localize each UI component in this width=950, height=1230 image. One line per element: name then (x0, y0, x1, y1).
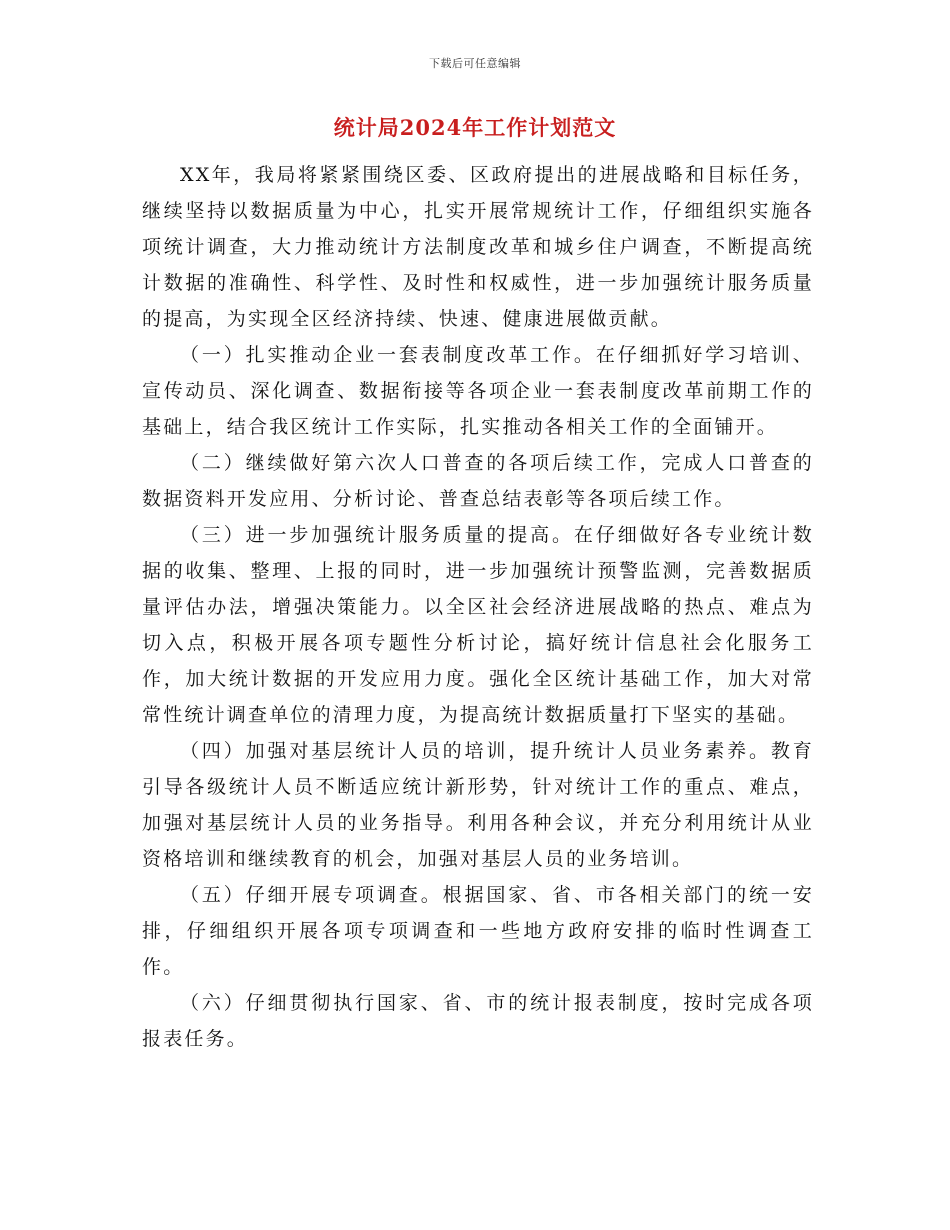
paragraph-item-2: （二）继续做好第六次人口普查的各项后续工作，完成人口普查的数据资料开发应用、分析讨论、普查总结表彰等各项后续工作。 (142, 452, 814, 510)
document-body (142, 157, 814, 1057)
paragraph-item-6: （六）仔细贯彻执行国家、省、市的统计报表制度，按时完成各项报表任务。 (142, 992, 814, 1050)
paragraph-item-4: （四）加强对基层统计人员的培训，提升统计人员业务素养。教育引导各级统计人员不断适应统计新形势，针对统计工作的重点、难点，加强对基层统计人员的业务指导。利用各种会议，并充分利用统计从业资格培训和继续教育的机会，加强对基层人员的业务培训。 (142, 740, 814, 870)
paragraph-item-3: （三）进一步加强统计服务质量的提高。在仔细做好各专业统计数据的收集、整理、上报的同时，进一步加强统计预警监测，完善数据质量评估办法，增强决策能力。以全区社会经济进展战略的热点、难点为切入点，积极开展各项专题性分析讨论，搞好统计信息社会化服务工作，加大统计数据的开发应用力度。强化全区统计基础工作，加大对常常性统计调查单位的清理力度，为提高统计数据质量打下坚实的基础。 (142, 524, 814, 726)
paragraph-intro: XX年，我局将紧紧围绕区委、区政府提出的进展战略和目标任务，继续坚持以数据质量为中心，扎实开展常规统计工作，仔细组织实施各项统计调查，大力推动统计方法制度改革和城乡住户调查，不断提高统计数据的准确性、科学性、及时性和权威性，进一步加强统计服务质量的提高，为实现全区经济持续、快速、健康进展做贡献。 (142, 164, 814, 330)
paragraph-item-5: （五）仔细开展专项调查。根据国家、省、市各相关部门的统一安排，仔细组织开展各项专项调查和一些地方政府安排的临时性调查工作。 (142, 884, 814, 978)
page-header-note: 下载后可任意编辑 (429, 57, 521, 70)
paragraph-item-1: （一）扎实推动企业一套表制度改革工作。在仔细抓好学习培训、宣传动员、深化调查、数据衔接等各项企业一套表制度改革前期工作的基础上，结合我区统计工作实际，扎实推动各相关工作的全面铺开。 (142, 344, 814, 438)
document-title: 统计局2024年工作计划范文 (333, 115, 617, 140)
